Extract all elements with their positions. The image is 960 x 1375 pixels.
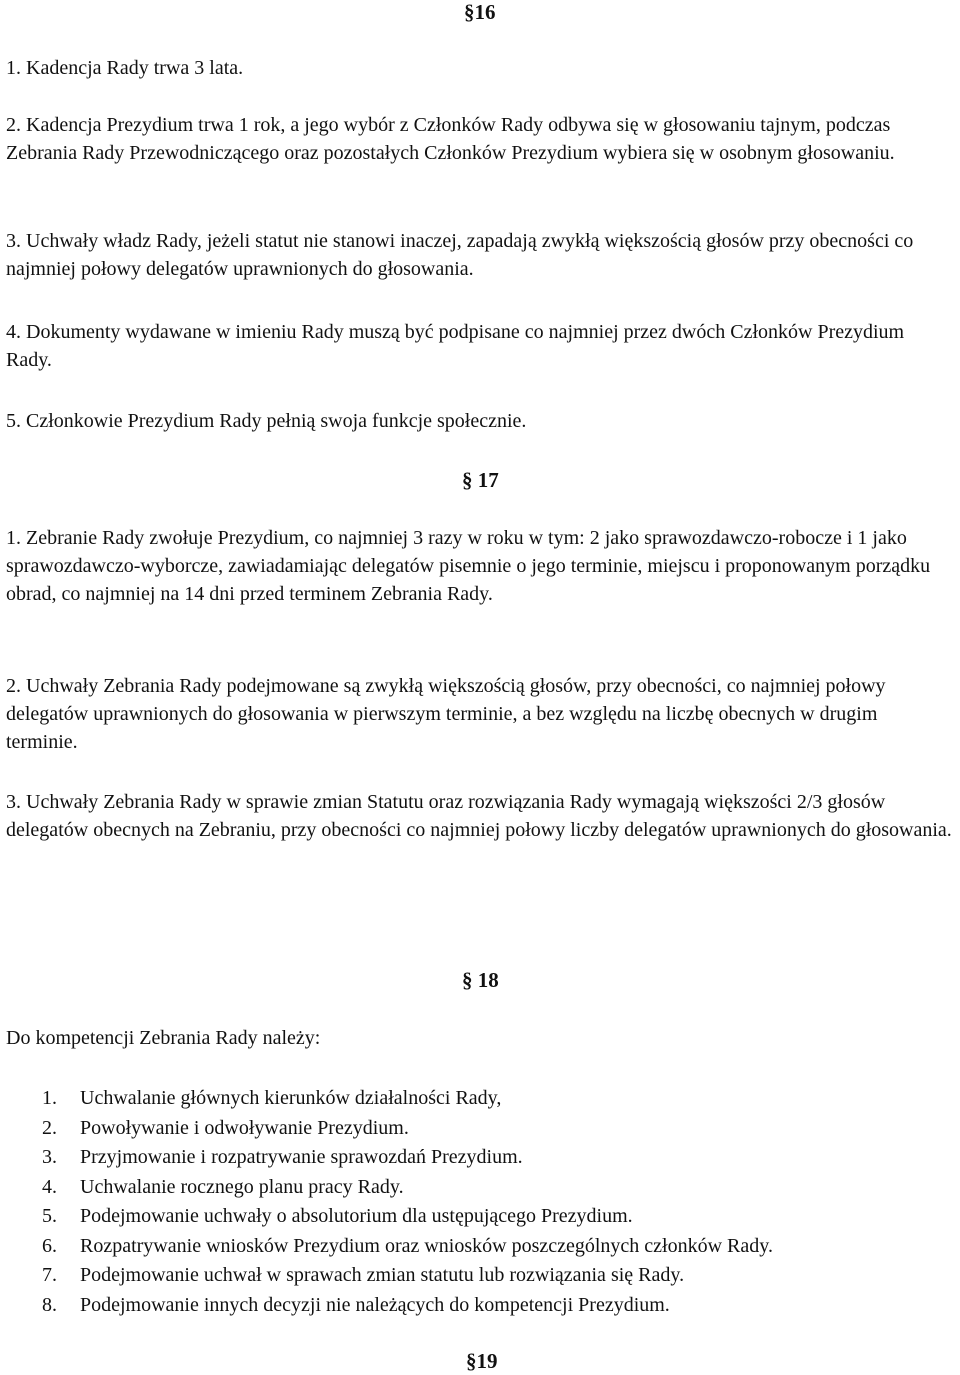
list-item [42,1291,773,1321]
paragraph-17-3: 3. Uchwały Zebrania Rady w sprawie zmian Statutu oraz rozwiązania Rady wymagają większości 2/3 głosów delegatów obecnych na Zebraniu, przy obecności co najmniej połowy liczby delegatów uprawnionych do głosowania. [6,791,952,841]
section-heading-16: §16 [464,0,496,24]
list-item [42,1114,773,1144]
list-item-text: Uchwalanie rocznego planu pracy Rady. [80,1175,404,1198]
section-heading-18: § 18 [462,968,499,992]
section-heading-19: §19 [466,1349,498,1373]
competence-list [42,1084,773,1320]
paragraph-16-2: 2. Kadencja Prezydium trwa 1 rok, a jego wybór z Członków Rady odbywa się w głosowaniu tajnym, podczas Zebrania Rady Przewodniczącego oraz pozostałych Członków Prezydium wybiera się w osobnym głosowaniu. [6,114,895,164]
section-heading-17: § 17 [462,468,499,492]
paragraph-16-1: 1. Kadencja Rady trwa 3 lata. [6,57,244,79]
list-item-text: Podejmowanie uchwały o absolutorium dla ustępującego Prezydium. [80,1205,633,1227]
list-item-number: 5. [42,1205,57,1227]
list-item-number: 7. [42,1264,57,1286]
list-item [42,1173,773,1203]
list-item-text: Podejmowanie innych decyzji nie należących do kompetencji Prezydium. [80,1293,670,1316]
list-item [42,1202,773,1232]
list-item-number: 1. [42,1087,57,1109]
paragraph-17-2: 2. Uchwały Zebrania Rady podejmowane są zwykłą większością głosów, przy obecności, co najmniej połowy delegatów uprawnionych do głosowania w pierwszym terminie, a bez względu na liczbę obecnych w drugim terminie. [6,675,886,753]
list-item-number: 4. [42,1175,57,1198]
list-item [42,1261,773,1291]
list-item [42,1084,773,1114]
list-item-text: Podejmowanie uchwał w sprawach zmian statutu lub rozwiązania się Rady. [80,1264,685,1286]
paragraph-16-3: 3. Uchwały władz Rady, jeżeli statut nie stanowi inaczej, zapadają zwykłą większością głosów przy obecności co najmniej połowy delegatów uprawnionych do głosowania. [6,230,914,280]
paragraph-16-4: 4. Dokumenty wydawane w imieniu Rady muszą być podpisane co najmniej przez dwóch Członków Prezydium Rady. [6,321,905,371]
list-item-text: Uchwalanie głównych kierunków działalności Rady, [80,1087,502,1109]
paragraph-18-intro: Do kompetencji Zebrania Rady należy: [6,1027,321,1049]
list-item-text: Rozpatrywanie wniosków Prezydium oraz wniosków poszczególnych członków Rady. [80,1234,773,1257]
list-item-number: 2. [42,1116,57,1139]
list-item [42,1232,773,1262]
list-item-text: Przyjmowanie i rozpatrywanie sprawozdań Prezydium. [80,1146,523,1168]
paragraph-17-1: 1. Zebranie Rady zwołuje Prezydium, co najmniej 3 razy w roku w tym: 2 jako sprawozdawczo-robocze i 1 jako sprawozdawczo-wyborcze, zawiadamiając delegatów pisemnie o jego terminie, miejscu i proponowanym porządku obrad, co najmniej na 14 dni przed terminem Zebrania Rady. [6,527,931,605]
list-item-number: 6. [42,1234,57,1257]
paragraph-16-5: 5. Członkowie Prezydium Rady pełnią swoja funkcje społecznie. [6,410,527,432]
list-item-text: Powoływanie i odwoływanie Prezydium. [80,1116,409,1139]
list-item-number: 8. [42,1293,57,1316]
list-item-number: 3. [42,1146,57,1168]
list-item [42,1143,773,1173]
